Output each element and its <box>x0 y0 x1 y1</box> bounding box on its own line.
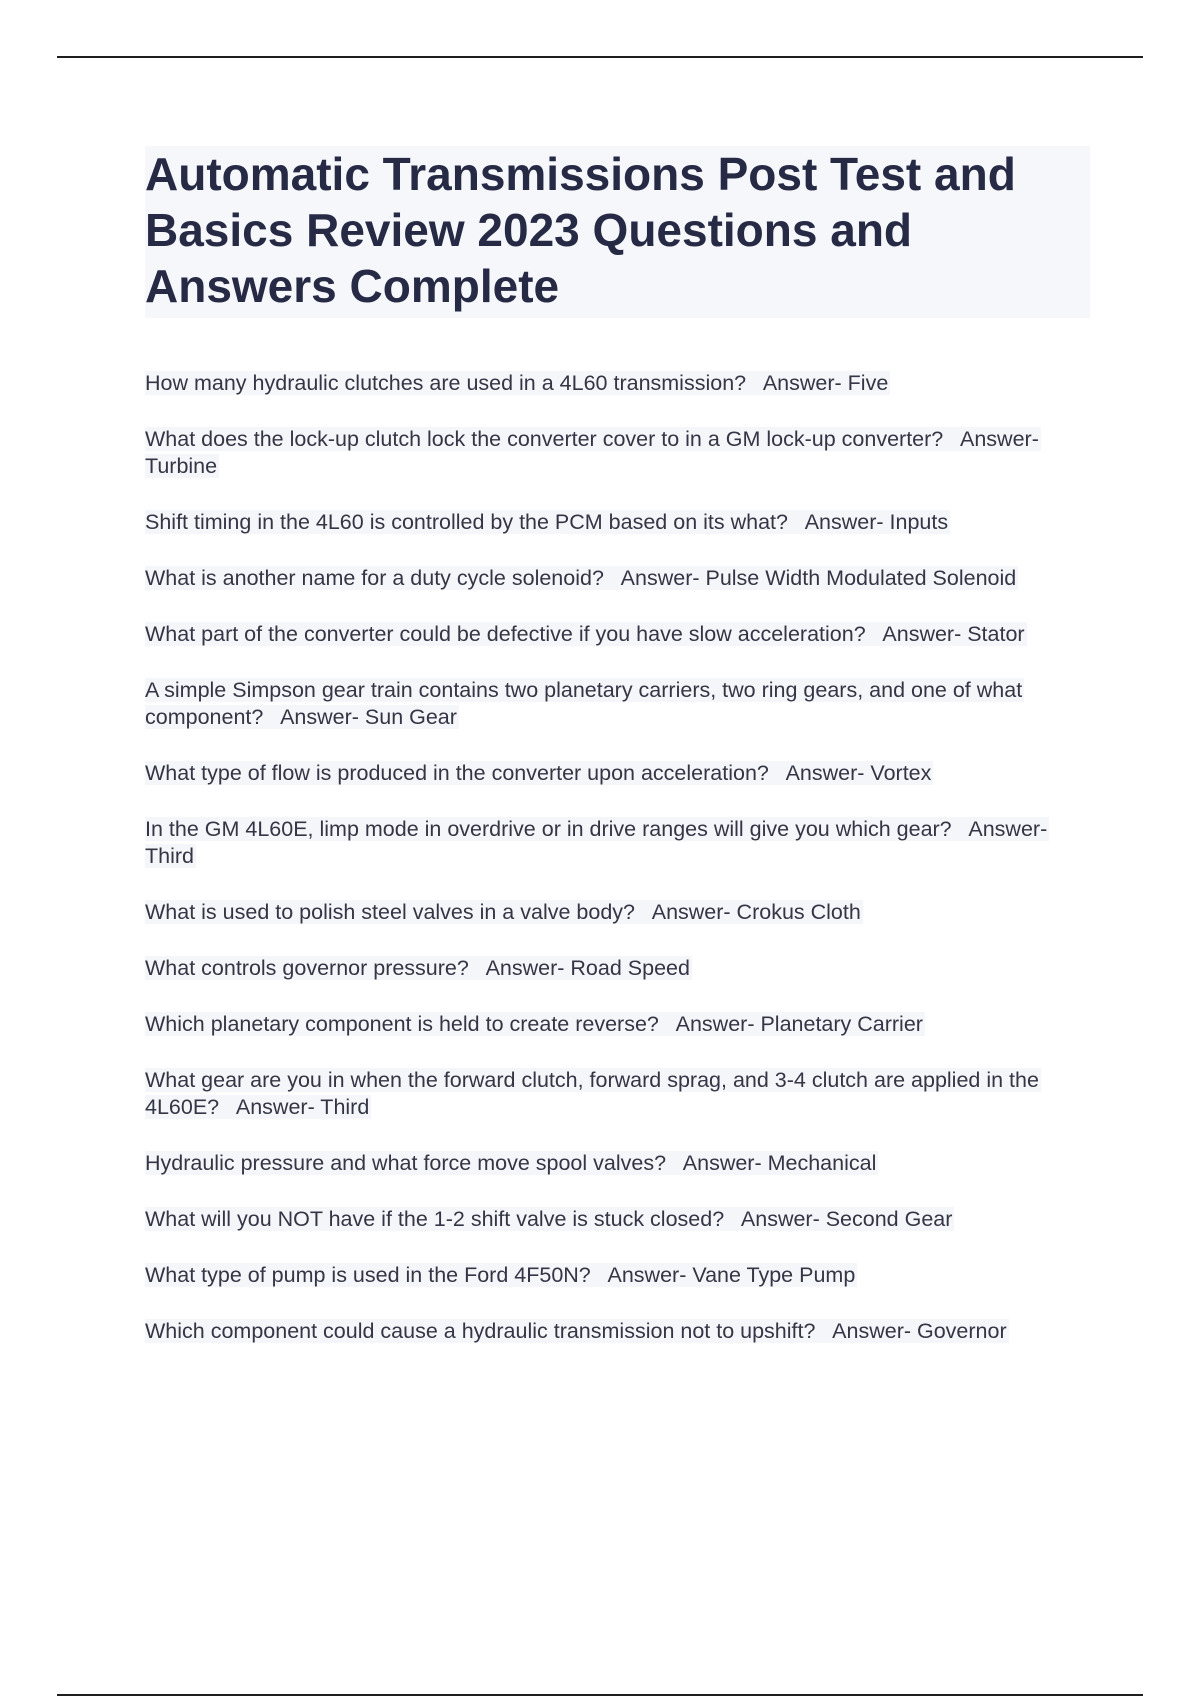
qa-text <box>145 566 1018 590</box>
qa-text <box>145 817 1049 868</box>
qa-list <box>145 370 1090 1345</box>
question-text: In the GM 4L60E, limp mode in overdrive or in drive ranges will give you which gear? <box>145 817 952 841</box>
qa-text <box>145 1207 954 1231</box>
qa-separator <box>788 510 805 534</box>
answer-text: Answer- Crokus Cloth <box>651 900 861 924</box>
qa-item <box>145 1262 1090 1289</box>
qa-item <box>145 509 1090 536</box>
question-text: What is used to polish steel valves in a valve body? <box>145 900 635 924</box>
qa-text <box>145 1068 1041 1119</box>
qa-separator <box>943 427 960 451</box>
qa-item <box>145 1011 1090 1038</box>
question-text: Shift timing in the 4L60 is controlled by the PCM based on its what? <box>145 510 788 534</box>
qa-item <box>145 621 1090 648</box>
qa-text <box>145 1012 925 1036</box>
qa-text <box>145 1319 1009 1343</box>
answer-text: Answer- Governor <box>832 1319 1007 1343</box>
title-block <box>145 146 1090 318</box>
answer-text: Answer- Second Gear <box>740 1207 953 1231</box>
qa-text <box>145 427 1041 478</box>
answer-text: Answer- Turbine <box>145 427 1039 478</box>
qa-item <box>145 816 1090 870</box>
answer-text: Answer- Planetary Carrier <box>675 1012 923 1036</box>
qa-separator <box>469 956 486 980</box>
qa-item <box>145 760 1090 787</box>
bottom-rule <box>57 1694 1143 1696</box>
document-title: Automatic Transmissions Post Test and Basics Review 2023 Questions and Answers Complete <box>145 148 1016 312</box>
question-text: A simple Simpson gear train contains two planetary carriers, two ring gears, and one of what component? <box>145 678 1023 729</box>
qa-item <box>145 426 1090 480</box>
qa-separator <box>815 1319 832 1343</box>
qa-separator <box>724 1207 741 1231</box>
qa-separator <box>952 817 969 841</box>
qa-text <box>145 510 950 534</box>
qa-separator <box>635 900 652 924</box>
question-text: What type of flow is produced in the converter upon acceleration? <box>145 761 769 785</box>
top-rule <box>57 56 1143 58</box>
answer-text: Answer- Vane Type Pump <box>607 1263 856 1287</box>
qa-text <box>145 678 1024 729</box>
qa-separator <box>591 1263 608 1287</box>
question-text: What does the lock-up clutch lock the converter cover to in a GM lock-up converter? <box>145 427 944 451</box>
answer-text: Answer- Sun Gear <box>280 705 457 729</box>
document-body <box>145 146 1090 1374</box>
answer-text: Answer- Mechanical <box>682 1151 877 1175</box>
answer-text: Answer- Vortex <box>785 761 932 785</box>
answer-text: Answer- Third <box>145 817 1048 868</box>
question-text: How many hydraulic clutches are used in a 4L60 transmission? <box>145 371 747 395</box>
question-text: What type of pump is used in the Ford 4F50N? <box>145 1263 591 1287</box>
qa-text <box>145 1263 857 1287</box>
question-text: What will you NOT have if the 1-2 shift valve is stuck closed? <box>145 1207 725 1231</box>
qa-item <box>145 1206 1090 1233</box>
question-text: What is another name for a duty cycle solenoid? <box>145 566 604 590</box>
qa-item <box>145 677 1090 731</box>
question-text: Hydraulic pressure and what force move spool valves? <box>145 1151 667 1175</box>
qa-text <box>145 900 863 924</box>
answer-text: Answer- Inputs <box>804 510 949 534</box>
question-text: What part of the converter could be defective if you have slow acceleration? <box>145 622 866 646</box>
qa-separator <box>769 761 786 785</box>
qa-item <box>145 370 1090 397</box>
qa-text <box>145 956 692 980</box>
answer-text: Answer- Road Speed <box>485 956 690 980</box>
qa-separator <box>659 1012 676 1036</box>
qa-text <box>145 622 1027 646</box>
question-text: What gear are you in when the forward clutch, forward sprag, and 3-4 clutch are applied in the 4L60E? <box>145 1068 1039 1119</box>
qa-separator <box>263 705 280 729</box>
qa-text <box>145 1151 878 1175</box>
question-text: Which planetary component is held to create reverse? <box>145 1012 659 1036</box>
answer-text: Answer- Pulse Width Modulated Solenoid <box>620 566 1017 590</box>
qa-item <box>145 899 1090 926</box>
qa-separator <box>746 371 763 395</box>
qa-item <box>145 1067 1090 1121</box>
answer-text: Answer- Third <box>235 1095 370 1119</box>
qa-separator <box>866 622 883 646</box>
qa-separator <box>666 1151 683 1175</box>
question-text: Which component could cause a hydraulic transmission not to upshift? <box>145 1319 816 1343</box>
qa-text <box>145 371 890 395</box>
answer-text: Answer- Stator <box>882 622 1025 646</box>
question-text: What controls governor pressure? <box>145 956 469 980</box>
qa-item <box>145 565 1090 592</box>
qa-item <box>145 1318 1090 1345</box>
qa-text <box>145 761 933 785</box>
qa-separator <box>219 1095 236 1119</box>
qa-item <box>145 1150 1090 1177</box>
qa-separator <box>604 566 621 590</box>
answer-text: Answer- Five <box>762 371 889 395</box>
qa-item <box>145 955 1090 982</box>
